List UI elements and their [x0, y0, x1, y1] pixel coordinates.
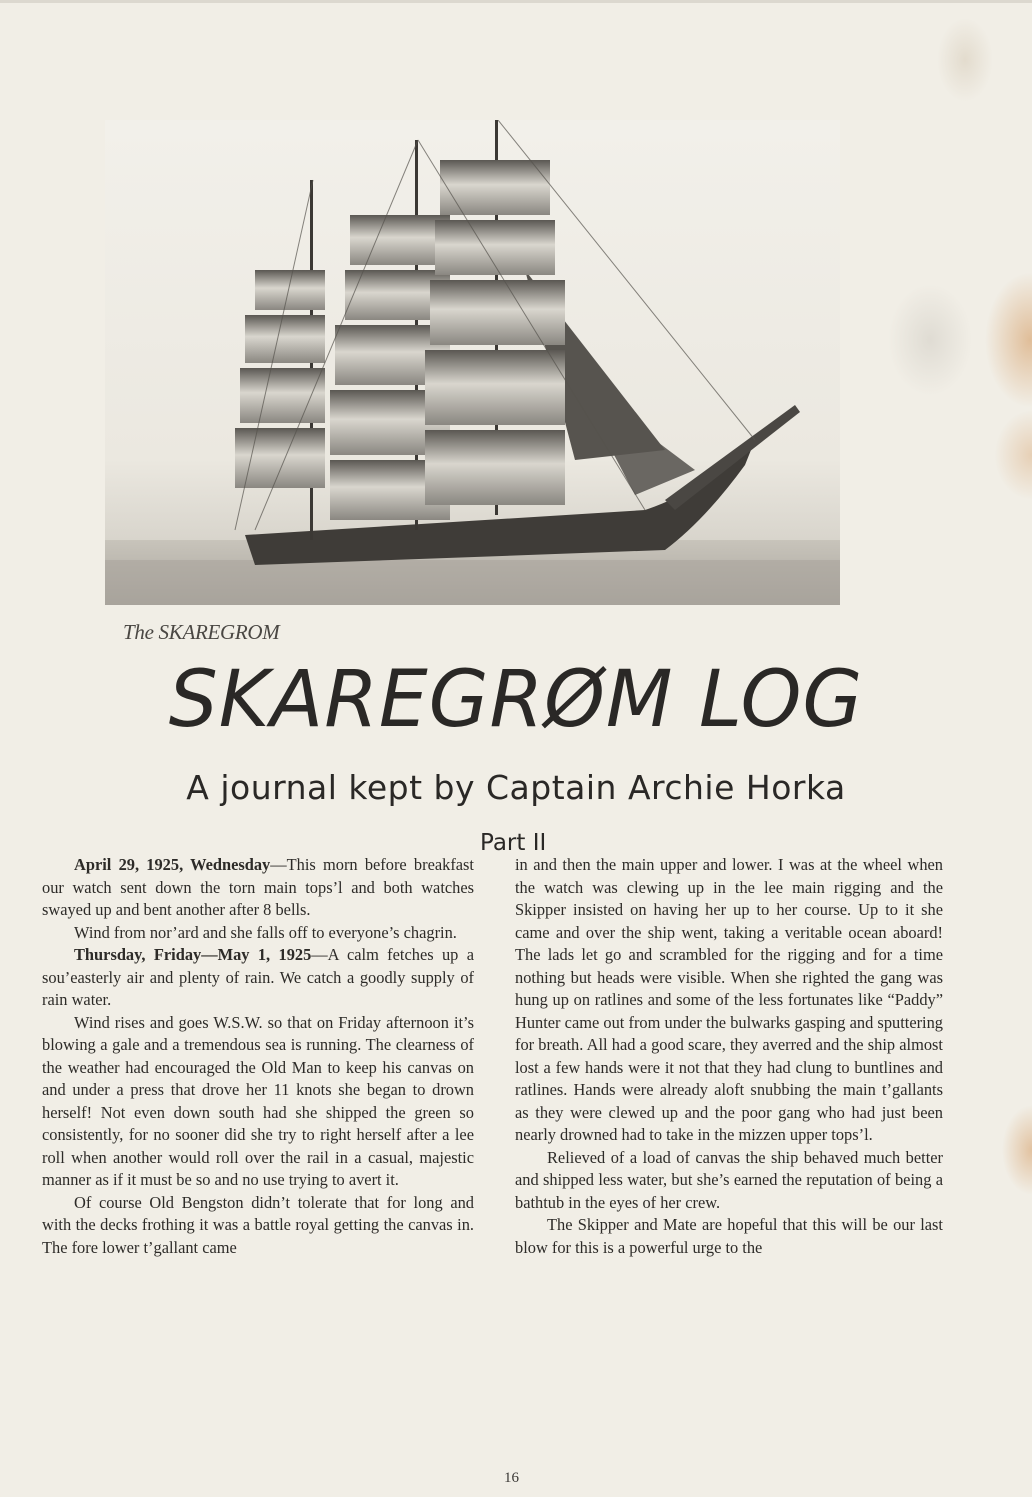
- photo-caption: The SKAREGROM: [123, 620, 280, 644]
- entry-date-heading: Thursday, Friday—May 1, 1925: [74, 945, 312, 964]
- entry-text: —This morn before breakfast our watch sent down the torn main tops’l and both watches swayed up and bent another after 8 bells.: [42, 855, 474, 919]
- ship-illustration-icon: [105, 120, 840, 605]
- journal-entry: [42, 854, 474, 922]
- article-title: SKAREGRØM LOG: [168, 655, 864, 745]
- article-subtitle: A journal kept by Captain Archie Horka: [186, 768, 846, 807]
- journal-paragraph: in and then the main upper and lower. I was at the wheel when the watch was clewing up in the lee main rigging and the Skipper insisted on having her up to her course. Up to it she came and over the ship went, taking a veritable ocean aboard! The lads let go and scrambled for the rigging and for a time nothing but heads were visible. When she righted the gang was hung up on ratlines and some of the less fortunates like “Paddy” Hunter came out from under the bulwarks gasping and sputtering for breath. All had a good scare, they averred and the ship almost lost a few hands were it not that they had clung to buntlines and ratlines. Hands were already aloft snubbing the main t’gallants as they were clewed up and the poor gang who had just been nearly drowned had to take in the mizzen upper tops’l.: [515, 855, 943, 1144]
- journal-paragraph: The Skipper and Mate are hopeful that this will be our last blow for this is a powerful urge to the: [515, 1215, 943, 1257]
- page-number: 16: [504, 1470, 519, 1486]
- entry-text: —A calm fetches up a sou’easterly air and plenty of rain. We catch a goodly supply of rain water.: [42, 945, 474, 1009]
- right-column: [515, 854, 943, 1259]
- journal-paragraph: Relieved of a load of canvas the ship behaved much better and shipped less water, but she’s earned the reputation of being a bathtub in the eyes of her crew.: [515, 1147, 943, 1212]
- entry-text: Of course Old Bengston didn’t tolerate that for long and with the decks frothing it was a battle royal getting the canvas in. The fore lower t’gallant came: [42, 1192, 474, 1257]
- part-label: Part II: [480, 830, 547, 856]
- entry-text: Wind rises and goes W.S.W. so that on Friday afternoon it’s blowing a gale and a tremendous sea is running. The clearness of the weather had encouraged the Old Man to keep his canvas on and under a press that drove her 11 knots she began to drown herself! Not even down south had she shipped the green so consistently, for no sooner did she try to right herself after a lee roll when another would roll over the rail in a casual, majestic manner as if it must be so and no use trying to avert it.: [42, 1012, 474, 1189]
- journal-paragraph: [42, 922, 474, 945]
- left-column: [42, 854, 474, 1259]
- journal-paragraph: [42, 1012, 474, 1192]
- journal-paragraph: [42, 1192, 474, 1260]
- page-top-edge: [0, 0, 1032, 3]
- entry-text: Wind from nor’ard and she falls off to everyone’s chagrin.: [74, 922, 457, 942]
- journal-entry: [42, 944, 474, 1012]
- ship-photograph: [105, 120, 840, 605]
- entry-date-heading: April 29, 1925, Wednesday: [74, 855, 271, 874]
